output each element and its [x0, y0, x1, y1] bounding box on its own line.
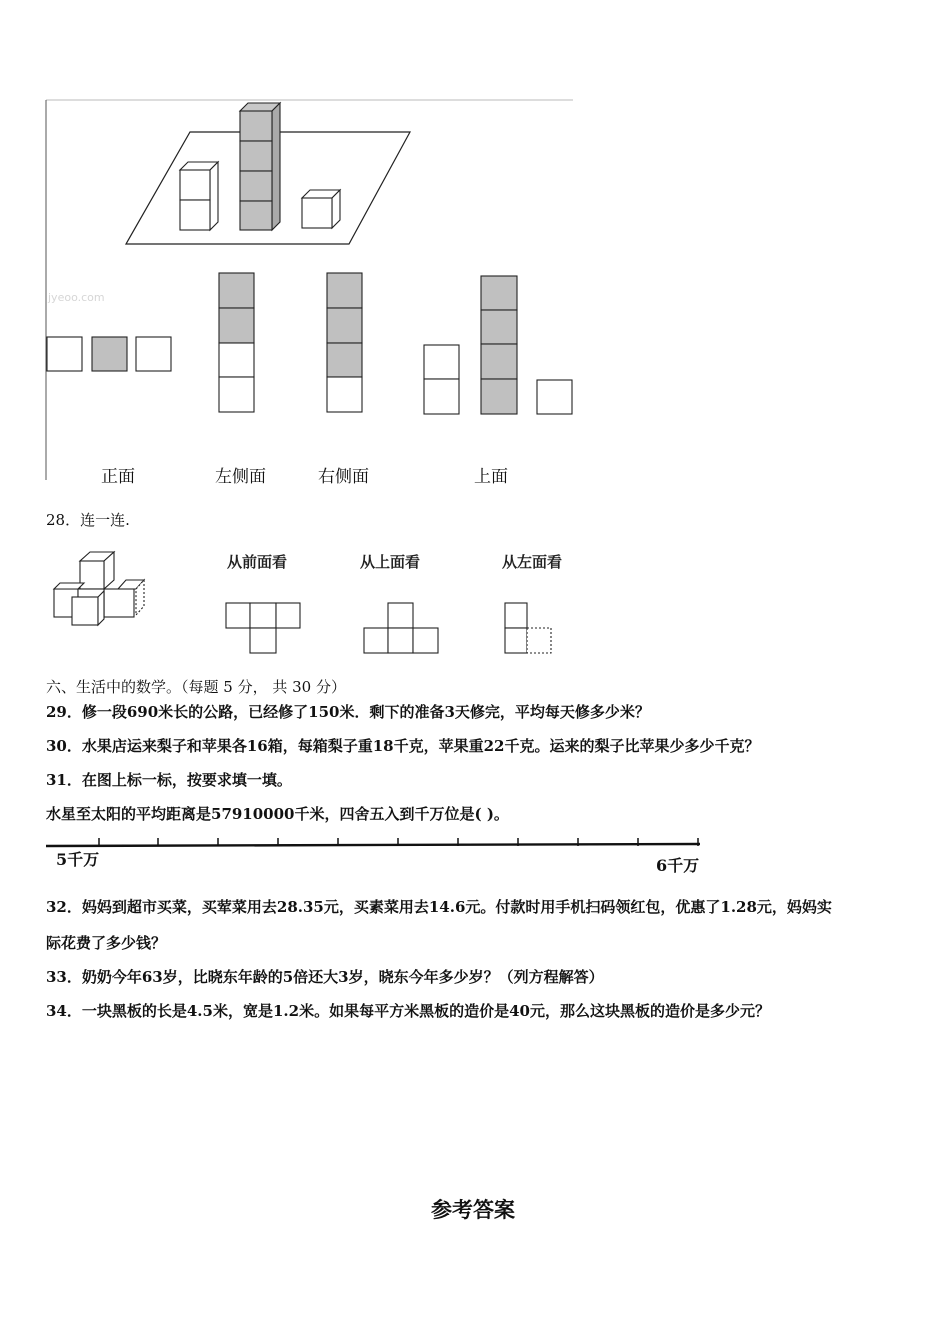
question-28-title: 28．连一连. [46, 511, 130, 529]
question-30: 30．水果店运来梨子和苹果各16箱，每箱梨子重18千克，苹果重22千克。运来的梨子比苹果少多少千克？ [46, 737, 760, 755]
view-top-label: 从上面看 [360, 553, 421, 571]
question-32-line-2: 际花费了多少钱？ [46, 934, 167, 952]
watermark: jyeoo.com [48, 291, 105, 304]
question-34: 34．一块黑板的长是4.5米，宽是1.2米。如果每平方米黑板的造价是40元，那么这块黑板的造价是多少元？ [46, 1002, 770, 1020]
section-6-heading: 六、生活中的数学。（每题 5 分， 共 30 分） [46, 678, 346, 696]
question-32-line-1: 32．妈妈到超市买菜，买荤菜用去28.35元，买素菜用去14.6元。付款时用手机扫码领红包，优惠了1.28元，妈妈实 [46, 898, 832, 916]
front-view-label: 正面 [101, 467, 135, 487]
question-33: 33．奶奶今年63岁，比晓东年龄的5倍还大3岁，晓东今年多少岁？（列方程解答） [46, 968, 604, 986]
answers-title: 参考答案 [431, 1198, 515, 1222]
question-31: 31．在图上标一标，按要求填一填。 [46, 771, 292, 789]
number-line-right-label: 6千万 [656, 856, 700, 875]
view-left-label: 从左面看 [502, 553, 563, 571]
question-29: 29．修一段690米长的公路，已经修了150米．剩下的准备3天修完，平均每天修多少米？ [46, 703, 650, 721]
view-front-label: 从前面看 [227, 553, 288, 571]
question-31-sub: 水星至太阳的平均距离是57910000千米，四舍五入到千万位是( )。 [46, 805, 509, 823]
right-view-label: 右侧面 [318, 467, 369, 487]
number-line-left-label: 5千万 [56, 850, 100, 869]
top-view-label: 上面 [474, 467, 508, 487]
left-view-label: 左侧面 [215, 467, 266, 487]
